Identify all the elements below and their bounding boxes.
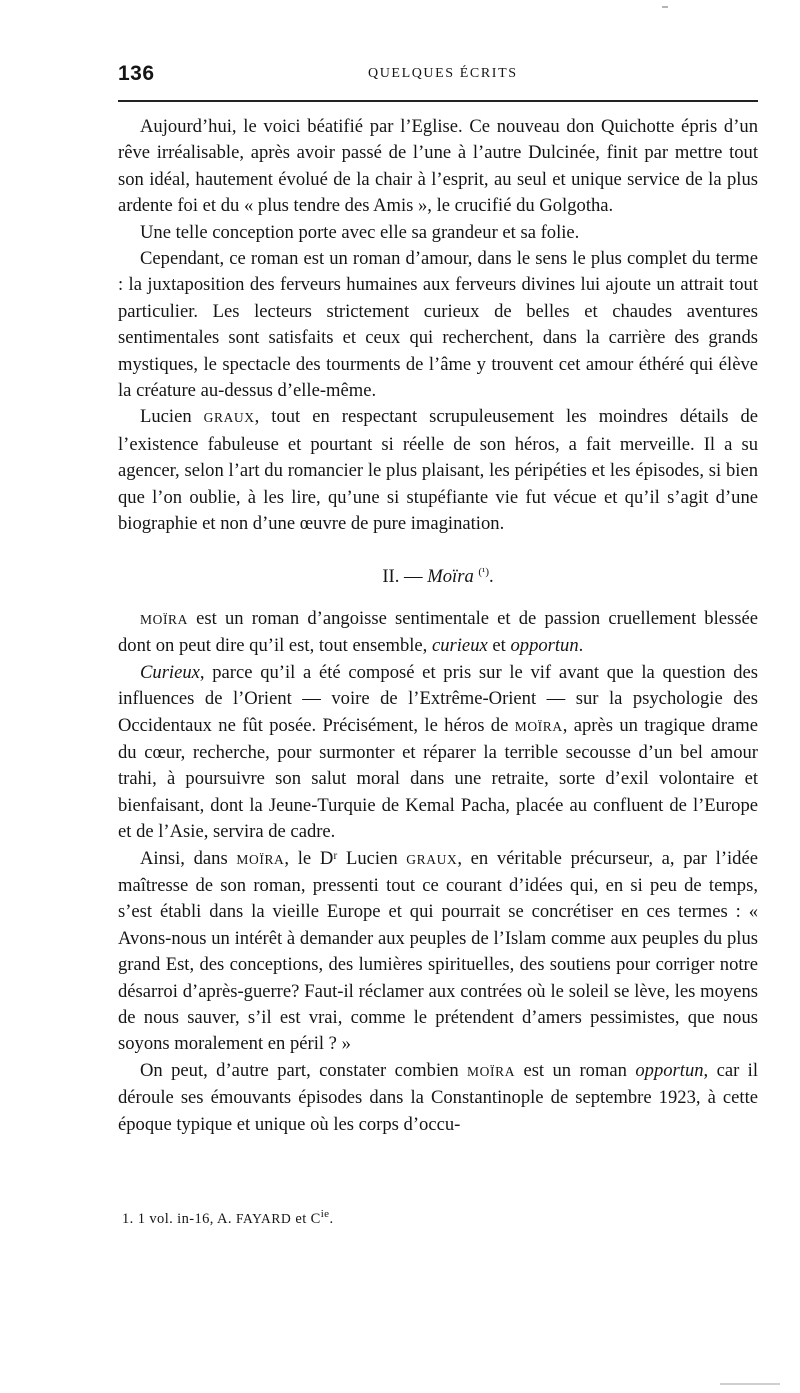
book-title-smallcaps: MOÏRA <box>514 718 563 734</box>
footnote-text: 1 vol. in-16, A. <box>137 1211 236 1227</box>
paragraph-curieux <box>118 660 758 846</box>
footnote-reference[interactable]: (¹) <box>478 565 490 578</box>
paragraph-beatification: Aujourd’hui, le voici béatifié par l’Eglise. Ce nouveau don Quichotte épris d’un rêve irréalisable, après avoir passé de l’une à l’autre Dulcinée, finit par mettre tout son idéal, hautement évolué de la chair à l’esprit, au seul et unique service de la plus ardente foi et du « plus tendre des Amis », le crucifié du Golgotha. <box>118 116 758 217</box>
running-title: QUELQUES ÉCRITS <box>368 66 518 81</box>
book-title-smallcaps: MOÏRA <box>467 1063 516 1079</box>
section-period: . <box>489 565 494 587</box>
text-run: , car il déroule ses émouvants épisodes dans la Constantinople de septembre 1923, à cette époque typique et unique où les corps d’occu- <box>118 1059 758 1135</box>
emphasis-opportun: opportun <box>635 1059 704 1081</box>
page-header <box>118 62 758 92</box>
text-run: , parce qu’il a été composé et pris sur le vif avant que la question des influences de l’Orient — voire de l’Extrême-Orient — sur la psychologie des Occidentaux ne fût posée. Précisément, le héros de <box>118 661 758 736</box>
section-numeral: II. — <box>382 565 428 587</box>
text-run: , tout en respectant scrupuleusement les moindres détails de l’existence fabuleuse et pourtant si réelle de son héros, a fait merveille. Il a su agencer, selon l’art du romancier le plus plaisant, les péripéties et les épisodes, si bien que l’on oublie, à les lire, qu’une si stupéfiante vie fut vécue et qu’il s’agit d’une biographie et non d’une œuvre de pure imagination. <box>118 406 758 535</box>
text-run: , après un tragique drame du cœur, recherche, pour surmonter et réparer la terrible secousse d’un bel amour trahi, à poursuivre son salut moral dans une retraite, sorte d’exil volontaire et bienfaisant, dont la Jeune-Turquie de Kemal Pacha, placée au confluent de l’Europe et de l’Asie, servira de cadre. <box>118 714 758 843</box>
section-title: Moïra <box>427 565 474 587</box>
book-title-smallcaps: MOÏRA <box>140 611 189 627</box>
paragraph-graux-merveille <box>118 404 758 537</box>
footnote-superscript: ie <box>320 1208 330 1221</box>
emphasis-curieux: Curieux <box>140 661 200 683</box>
text-run: , le Dʳ Lucien <box>284 847 407 869</box>
text-run: . <box>578 635 584 657</box>
text-run: et <box>487 635 511 657</box>
paragraph-moira-intro <box>118 606 758 660</box>
footnote-number: 1. <box>122 1211 134 1227</box>
text-run: On peut, d’autre part, constater combien <box>140 1059 468 1081</box>
page-number: 136 <box>118 62 155 85</box>
footnote-period: . <box>329 1211 334 1227</box>
emphasis-curieux: curieux <box>431 635 488 657</box>
author-name-smallcaps: GRAUX <box>203 410 255 426</box>
body-text <box>118 114 758 1138</box>
text-run: est un roman d’angoisse sentimentale et de passion cruellement blessée dont on peut dire qu’il est, tout ensemble, <box>118 607 758 657</box>
text-run: , en véritable précurseur, a, par l’idée maîtresse de son roman, pressenti tout ce courant d’idées qui, en si peu de temps, s’est établi dans la vieille Europe et qui pourrait se concrétiser en ces termes : « Avons-nous un intérêt à demander aux peuples de l’Islam comme aux peuples du plus grand Est, des conceptions, des lumières spirituelles, des soutiens pour corriger notre désarroi d’après-guerre? Faut-il réclamer aux contrées où le soleil se lève, les moyens de nous sauver, s’il est vrai, comme le prétendent d’amers pessimistes, que nous soyons moralement en péril ? » <box>118 847 758 1055</box>
text-run: Lucien <box>140 406 204 428</box>
scan-mark <box>662 6 668 8</box>
section-heading <box>118 564 758 590</box>
paragraph-love-novel: Cependant, ce roman est un roman d’amour, dans le sens le plus complet du terme : la juxtaposition des ferveurs humaines aux ferveurs divines lui ajoute un attrait tout particulier. Les lecteurs strictement curieux de belles et chaudes aventures sentimentales sont satisfaits et ceux qui recherchent, dans la carrière des grands mystiques, le spectacle des tourments de l’âme y trouvent cet amour éthéré qui élève la créature au-dessus d’elle-même. <box>118 248 758 402</box>
footnote-text: et C <box>291 1211 321 1227</box>
scan-edge-mark <box>720 1383 780 1385</box>
emphasis-opportun: opportun <box>510 635 579 657</box>
publisher-smallcaps: FAYARD <box>235 1211 292 1226</box>
text-run: est un roman <box>515 1059 636 1081</box>
text-run: Ainsi, dans <box>140 847 237 869</box>
book-title-smallcaps: MOÏRA <box>236 851 285 867</box>
paragraph-opportun <box>118 1058 758 1138</box>
header-rule <box>118 100 758 102</box>
paragraph-conception: Une telle conception porte avec elle sa grandeur et sa folie. <box>140 221 580 243</box>
paragraph-precurseur <box>118 846 758 1058</box>
author-name-smallcaps: GRAUX <box>406 851 458 867</box>
footnote <box>118 1208 758 1228</box>
